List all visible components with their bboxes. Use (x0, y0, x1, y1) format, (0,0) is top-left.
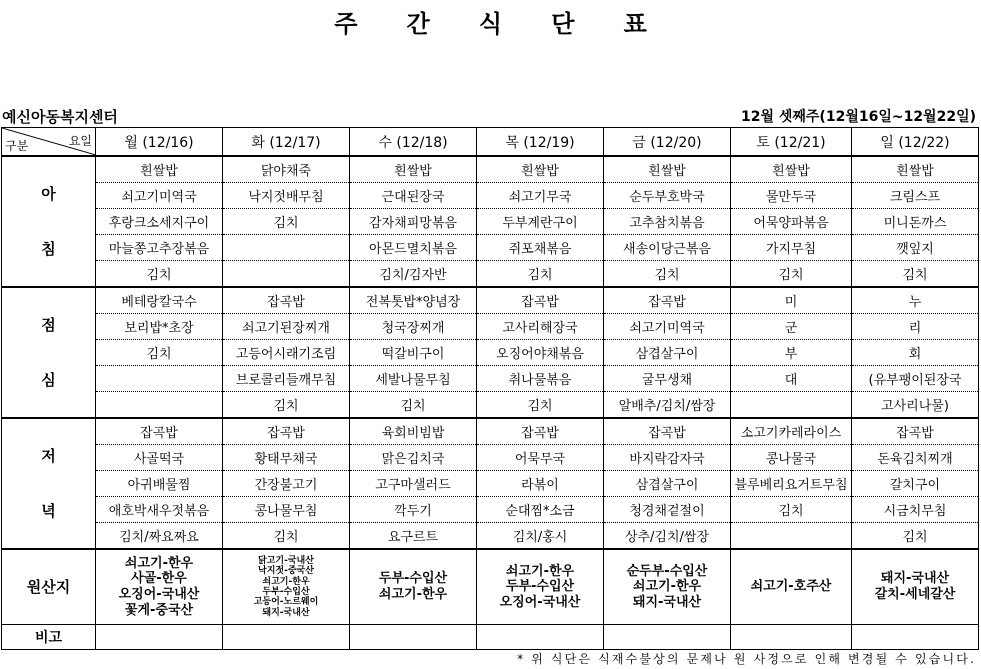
menu-cell: 청경채겉절이 (604, 497, 731, 523)
origin-line: 오징어-국내산 (118, 587, 200, 602)
week-label: 12월 셋째주(12월16일~12월22일) (740, 109, 976, 125)
meal-row (2, 392, 979, 419)
header-row (2, 128, 979, 157)
menu-cell: 새송이당근볶음 (604, 235, 731, 261)
origin-line: 오징어-국내산 (499, 594, 581, 610)
menu-cell: 고추참치볶음 (604, 209, 731, 235)
corner-label-category: 구분 (5, 139, 29, 153)
menu-cell (96, 366, 223, 392)
origin-line: 두부-수입산 (505, 579, 575, 595)
meal-row (2, 261, 979, 288)
menu-cell: 바지락감자국 (604, 445, 731, 471)
menu-cell: 마늘쫑고추장볶음 (96, 235, 223, 261)
menu-cell (96, 392, 223, 419)
note-cell (223, 625, 350, 650)
menu-cell: 황태무채국 (223, 445, 350, 471)
origin-line: 돼지-국내산 (632, 594, 702, 610)
origin-cell (731, 549, 852, 625)
meal-row (2, 340, 979, 366)
origin-line: 두부-수입산 (262, 587, 310, 597)
menu-cell: 아귀배물찜 (96, 471, 223, 497)
origin-line: 쇠고기-한우 (632, 579, 702, 595)
day-header: 목 (12/19) (477, 128, 604, 157)
menu-cell: (유부팽이된장국 (852, 366, 979, 392)
day-header: 화 (12/17) (223, 128, 350, 157)
menu-cell: 굴무생채 (604, 366, 731, 392)
corner-label-day: 요일 (68, 134, 92, 148)
menu-cell: 김치/홍시 (477, 523, 604, 550)
menu-cell: 고등어시래기조림 (223, 340, 350, 366)
origin-cell (350, 549, 477, 625)
menu-cell: 깍두기 (350, 497, 477, 523)
menu-cell: 잡곡밥 (477, 287, 604, 314)
menu-cell: 어묵무국 (477, 445, 604, 471)
menu-cell: 대 (731, 366, 852, 392)
menu-cell: 애호박새우젓볶음 (96, 497, 223, 523)
menu-cell: 김치 (477, 392, 604, 419)
menu-cell: 삼겹살구이 (604, 471, 731, 497)
menu-cell: 쥐포채볶음 (477, 235, 604, 261)
menu-cell: 상추/김치/쌈장 (604, 523, 731, 550)
menu-cell: 흰쌀밥 (96, 156, 223, 183)
menu-cell: 크림스프 (852, 183, 979, 209)
meal-row (2, 156, 979, 183)
menu-cell: 요구르트 (350, 523, 477, 550)
footer-note: * 위 식단은 식재수불상의 문제나 원 사정으로 인해 변경될 수 있습니다. (517, 652, 976, 666)
menu-cell: 전복톳밥*양념장 (350, 287, 477, 314)
menu-cell: 군 (731, 314, 852, 340)
menu-cell: 회 (852, 340, 979, 366)
menu-cell: 돈육김치찌개 (852, 445, 979, 471)
menu-cell: 닭야채죽 (223, 156, 350, 183)
menu-cell: 미니돈까스 (852, 209, 979, 235)
meal-label (2, 418, 96, 549)
center-name: 예신아동복지센터 (2, 108, 118, 126)
origin-line: 갈치-세네갈산 (874, 587, 956, 602)
meal-row (2, 209, 979, 235)
menu-cell: 콩나물무침 (223, 497, 350, 523)
menu-cell: 라볶이 (477, 471, 604, 497)
menu-cell: 잡곡밥 (477, 418, 604, 445)
menu-cell: 흰쌀밥 (852, 156, 979, 183)
note-row (2, 625, 979, 650)
menu-cell: 순두부호박국 (604, 183, 731, 209)
meal-row (2, 445, 979, 471)
menu-cell: 고사리나물) (852, 392, 979, 419)
menu-cell: 두부계란구이 (477, 209, 604, 235)
menu-cell: 고구마샐러드 (350, 471, 477, 497)
meal-label-top: 점 (41, 315, 56, 334)
origin-line: 쇠고기-한우 (262, 576, 310, 587)
menu-cell: 순대찜*소금 (477, 497, 604, 523)
day-header: 일 (12/22) (852, 128, 979, 157)
menu-cell (731, 523, 852, 550)
weekly-menu-table (1, 127, 979, 650)
menu-cell (223, 261, 350, 288)
menu-cell: 쇠고기미역국 (604, 314, 731, 340)
origin-cell (852, 549, 979, 625)
menu-cell: 감자채피망볶음 (350, 209, 477, 235)
menu-cell: 잡곡밥 (852, 418, 979, 445)
meal-row (2, 183, 979, 209)
menu-cell: 리 (852, 314, 979, 340)
origin-line: 쇠고기-한우 (378, 587, 448, 602)
menu-cell: 세발나물무침 (350, 366, 477, 392)
menu-cell: 알배추/김치/쌈장 (604, 392, 731, 419)
menu-cell: 물만두국 (731, 183, 852, 209)
meal-row (2, 314, 979, 340)
menu-cell: 청국장찌개 (350, 314, 477, 340)
corner-header-cell (2, 128, 96, 157)
table-body (2, 128, 979, 650)
meal-row (2, 471, 979, 497)
meal-label-bottom: 심 (41, 370, 56, 389)
menu-cell: 잡곡밥 (223, 287, 350, 314)
origin-row (2, 549, 979, 625)
meal-label-top: 저 (41, 446, 56, 465)
menu-cell: 부 (731, 340, 852, 366)
menu-cell: 시금치무침 (852, 497, 979, 523)
menu-cell: 아몬드멸치볶음 (350, 235, 477, 261)
origin-line: 두부-수입산 (378, 571, 448, 587)
menu-cell: 흰쌀밥 (350, 156, 477, 183)
menu-cell: 잡곡밥 (604, 287, 731, 314)
day-header: 금 (12/20) (604, 128, 731, 157)
origin-label: 원산지 (2, 549, 96, 625)
menu-cell: 누 (852, 287, 979, 314)
menu-cell: 흰쌀밥 (604, 156, 731, 183)
menu-cell: 쇠고기무국 (477, 183, 604, 209)
note-cell (852, 625, 979, 650)
menu-cell: 김치/김자반 (350, 261, 477, 288)
menu-cell: 깻잎지 (852, 235, 979, 261)
meal-row (2, 235, 979, 261)
menu-cell: 김치 (604, 261, 731, 288)
meal-row (2, 497, 979, 523)
origin-line: 쇠고기-호주산 (750, 579, 832, 595)
day-header: 토 (12/21) (731, 128, 852, 157)
menu-cell: 낙지젓배무침 (223, 183, 350, 209)
menu-cell: 오징어야채볶음 (477, 340, 604, 366)
day-header: 월 (12/16) (96, 128, 223, 157)
menu-cell: 취나물볶음 (477, 366, 604, 392)
note-cell (604, 625, 731, 650)
origin-line: 닭고기-국내산 (258, 555, 314, 566)
origin-cell (604, 549, 731, 625)
meal-label (2, 156, 96, 287)
menu-cell (223, 235, 350, 261)
note-cell (96, 625, 223, 650)
meal-row (2, 287, 979, 314)
menu-cell: 베테랑칼국수 (96, 287, 223, 314)
menu-cell: 육회비빔밥 (350, 418, 477, 445)
day-header: 수 (12/18) (350, 128, 477, 157)
menu-cell: 고사리해장국 (477, 314, 604, 340)
origin-line: 꽃게-중국산 (124, 602, 194, 618)
menu-cell: 김치 (852, 261, 979, 288)
menu-cell: 삼겹살구이 (604, 340, 731, 366)
menu-cell: 후랑크소세지구이 (96, 209, 223, 235)
menu-cell: 보리밥*초장 (96, 314, 223, 340)
meal-label-bottom: 녁 (41, 501, 56, 520)
menu-cell: 김치 (477, 261, 604, 288)
menu-cell: 근대된장국 (350, 183, 477, 209)
menu-cell: 김치 (223, 392, 350, 419)
menu-cell: 잡곡밥 (96, 418, 223, 445)
menu-cell: 김치 (96, 261, 223, 288)
menu-cell: 김치 (852, 523, 979, 550)
menu-cell: 가지무침 (731, 235, 852, 261)
menu-cell: 미 (731, 287, 852, 314)
menu-cell: 블루베리요거트무침 (731, 471, 852, 497)
menu-cell: 떡갈비구이 (350, 340, 477, 366)
meal-row (2, 523, 979, 550)
origin-line: 쇠고기-한우 (505, 563, 575, 579)
menu-cell: 잡곡밥 (223, 418, 350, 445)
note-cell (731, 625, 852, 650)
origin-line: 사골-한우 (131, 571, 187, 587)
page-title: 주 간 식 단 표 (334, 10, 668, 38)
menu-cell: 소고기카레라이스 (731, 418, 852, 445)
note-cell (350, 625, 477, 650)
menu-cell (731, 392, 852, 419)
meal-row (2, 366, 979, 392)
menu-cell: 쇠고기된장찌개 (223, 314, 350, 340)
origin-cell (96, 549, 223, 625)
menu-cell: 어묵양파볶음 (731, 209, 852, 235)
menu-cell: 김치 (731, 261, 852, 288)
menu-cell: 김치 (223, 209, 350, 235)
meal-label-bottom: 침 (41, 239, 56, 258)
meal-row (2, 418, 979, 445)
menu-cell: 잡곡밥 (604, 418, 731, 445)
menu-cell: 김치 (731, 497, 852, 523)
origin-line: 돼지-국내산 (880, 571, 950, 587)
origin-line: 쇠고기-한우 (124, 555, 194, 571)
origin-line: 순두부-수입산 (626, 563, 708, 579)
menu-cell: 사골떡국 (96, 445, 223, 471)
origin-cell (477, 549, 604, 625)
origin-line: 고등어-노르웨이 (253, 597, 319, 608)
menu-cell: 갈치구이 (852, 471, 979, 497)
meal-label (2, 287, 96, 418)
menu-cell: 김치/짜요짜요 (96, 523, 223, 550)
menu-cell: 김치 (223, 523, 350, 550)
menu-cell: 김치 (96, 340, 223, 366)
origin-line: 낙지젓-중국산 (258, 566, 314, 577)
menu-cell: 콩나물국 (731, 445, 852, 471)
origin-line: 돼지-국내산 (262, 607, 310, 618)
note-label: 비고 (2, 625, 96, 650)
menu-cell: 간장불고기 (223, 471, 350, 497)
origin-cell (223, 549, 350, 625)
menu-cell: 쇠고기미역국 (96, 183, 223, 209)
menu-cell: 흰쌀밥 (731, 156, 852, 183)
note-cell (477, 625, 604, 650)
menu-cell: 브로콜리들깨무침 (223, 366, 350, 392)
meal-label-top: 아 (41, 184, 56, 203)
menu-cell: 맑은김치국 (350, 445, 477, 471)
menu-cell: 김치 (350, 392, 477, 419)
menu-cell: 흰쌀밥 (477, 156, 604, 183)
